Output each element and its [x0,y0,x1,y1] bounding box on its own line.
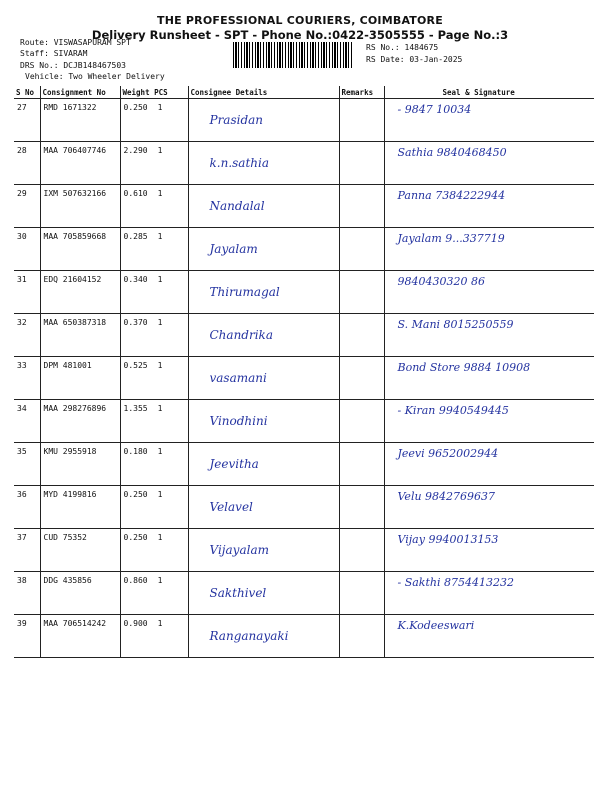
sno: 34 [14,400,40,443]
consignee-details [188,400,339,443]
table-row [14,572,594,615]
table-row [14,357,594,400]
sno: 32 [14,314,40,357]
consignee-details [188,228,339,271]
weight-pcs: 0.250 1 [120,529,188,572]
consignee-handwriting: Vinodhini [209,414,268,428]
rs-number: RS No.: 1484675 [366,43,439,52]
consignee-details [188,185,339,228]
remarks [339,142,384,185]
remarks [339,99,384,142]
consignee-handwriting: Chandrika [209,328,273,342]
signature-handwriting: - 9847 10034 [397,103,472,116]
sno: 39 [14,615,40,658]
sno: 38 [14,572,40,615]
weight-pcs: 1.355 1 [120,400,188,443]
seal-signature [384,486,594,529]
weight-pcs: 0.250 1 [120,486,188,529]
remarks [339,271,384,314]
consignee-handwriting: Jayalam [209,242,258,256]
weight-pcs: 0.285 1 [120,228,188,271]
remarks [339,228,384,271]
signature-handwriting: Sathia 9840468450 [397,146,507,159]
seal-signature [384,615,594,658]
consignee-handwriting: k.n.sathia [209,156,269,170]
sno: 27 [14,99,40,142]
table-row [14,99,594,142]
sno: 35 [14,443,40,486]
signature-handwriting: - Kiran 9940549445 [397,404,509,417]
table-row [14,615,594,658]
sno: 29 [14,185,40,228]
remarks [339,357,384,400]
signature-handwriting: Jayalam 9...337719 [397,232,505,245]
weight-pcs: 2.290 1 [120,142,188,185]
consignment-no: IXM 507632166 [40,185,120,228]
table-row [14,486,594,529]
seal-signature [384,142,594,185]
vehicle-label: Vehicle: Two Wheeler Delivery [25,72,165,81]
consignee-details [188,314,339,357]
consignment-no: EDQ 21604152 [40,271,120,314]
signature-handwriting: K.Kodeeswari [397,619,475,632]
sno: 30 [14,228,40,271]
runsheet-table [14,86,594,658]
consignee-handwriting: vasamani [209,371,267,385]
col-weight-pcs: Weight PCS [120,86,188,99]
col-consignment: Consignment No [40,86,120,99]
col-remarks: Remarks [339,86,384,99]
consignee-handwriting: Ranganayaki [209,629,289,643]
consignment-no: MAA 706514242 [40,615,120,658]
remarks [339,443,384,486]
remarks [339,486,384,529]
consignee-handwriting: Thirumagal [209,285,280,299]
document-subtitle: Delivery Runsheet - SPT - Phone No.:0422-3505555 - Page No.:3 [91,28,509,42]
signature-handwriting: S. Mani 8015250559 [397,318,514,331]
weight-pcs: 0.900 1 [120,615,188,658]
route-label: Route: VISWASAPURAM SPT [20,38,131,47]
table-row [14,400,594,443]
seal-signature [384,443,594,486]
seal-signature [384,400,594,443]
table-row [14,185,594,228]
table-header-row [14,86,594,99]
consignee-handwriting: Vijayalam [209,543,269,557]
drs-number: DRS No.: DCJB148467503 [20,61,126,70]
table-row [14,142,594,185]
consignment-no: KMU 2955918 [40,443,120,486]
remarks [339,572,384,615]
weight-pcs: 0.180 1 [120,443,188,486]
seal-signature [384,185,594,228]
weight-pcs: 0.610 1 [120,185,188,228]
staff-label: Staff: SIVARAM [20,49,88,58]
weight-pcs: 0.525 1 [120,357,188,400]
consignee-details [188,99,339,142]
remarks [339,314,384,357]
consignee-details [188,615,339,658]
consignee-handwriting: Prasidan [209,113,264,127]
col-consignee: Consignee Details [188,86,339,99]
consignment-no: RMD 1671322 [40,99,120,142]
sno: 31 [14,271,40,314]
seal-signature [384,529,594,572]
sno: 36 [14,486,40,529]
consignment-no: DDG 435856 [40,572,120,615]
consignee-details [188,486,339,529]
signature-handwriting: Vijay 9940013153 [397,533,499,546]
signature-handwriting: 9840430320 86 [397,275,485,288]
sno: 37 [14,529,40,572]
table-row [14,443,594,486]
consignee-details [188,357,339,400]
table-row [14,529,594,572]
weight-pcs: 0.370 1 [120,314,188,357]
barcode [233,42,354,68]
seal-signature [384,357,594,400]
signature-handwriting: Jeevi 9652002944 [397,447,499,460]
seal-signature [384,314,594,357]
weight-pcs: 0.860 1 [120,572,188,615]
consignment-no: MAA 705859668 [40,228,120,271]
consignee-details [188,529,339,572]
seal-signature [384,271,594,314]
remarks [339,615,384,658]
col-sno: S No [14,86,40,99]
remarks [339,185,384,228]
consignee-details [188,443,339,486]
consignee-handwriting: Jeevitha [209,457,259,471]
document-title: THE PROFESSIONAL COURIERS, COIMBATORE [157,14,443,27]
seal-signature [384,572,594,615]
consignee-details [188,142,339,185]
consignee-handwriting: Nandalal [209,199,265,213]
consignment-no: MYD 4199816 [40,486,120,529]
consignment-no: MAA 650387318 [40,314,120,357]
seal-signature [384,99,594,142]
col-signature: Seal & Signature [384,86,594,99]
remarks [339,400,384,443]
consignment-no: DPM 481001 [40,357,120,400]
signature-handwriting: - Sakthi 8754413232 [397,576,514,589]
consignee-handwriting: Velavel [209,500,253,514]
weight-pcs: 0.250 1 [120,99,188,142]
consignee-handwriting: Sakthivel [209,586,267,600]
consignment-no: MAA 298276896 [40,400,120,443]
weight-pcs: 0.340 1 [120,271,188,314]
sno: 28 [14,142,40,185]
table-row [14,314,594,357]
table-row [14,271,594,314]
rs-date: RS Date: 03-Jan-2025 [366,55,463,64]
signature-handwriting: Velu 9842769637 [397,490,496,503]
table-row [14,228,594,271]
consignment-no: MAA 706407746 [40,142,120,185]
remarks [339,529,384,572]
signature-handwriting: Panna 7384222944 [397,189,506,202]
signature-handwriting: Bond Store 9884 10908 [397,361,531,374]
consignee-details [188,572,339,615]
sno: 33 [14,357,40,400]
consignment-no: CUD 75352 [40,529,120,572]
seal-signature [384,228,594,271]
consignee-details [188,271,339,314]
